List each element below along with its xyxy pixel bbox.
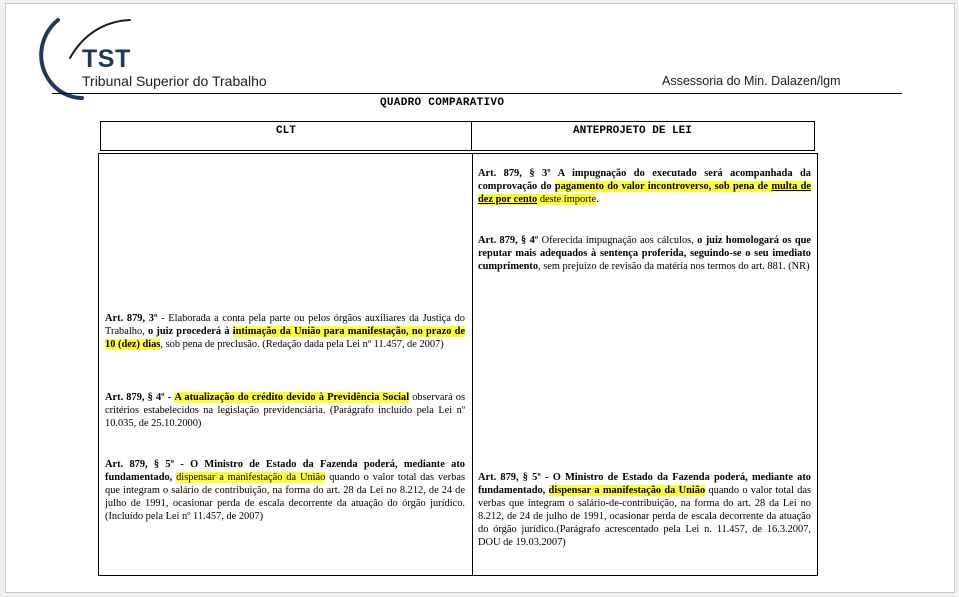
clt-paragraph-4: Art. 879, § 4º - A atualização do crédito devido à Previdência Social observará os critérios estabelecidos na legislação previdenciária. (Parágrafo incluído pela Lei nº 10.035, de 25.10.2000) — [105, 392, 465, 429]
header-divider — [471, 122, 472, 150]
body-divider — [472, 154, 473, 575]
article-ref: Art. 879, § 4º — [105, 392, 165, 403]
clt-paragraph-3: Art. 879, 3º - Elaborada a conta pela parte ou pelos órgãos auxiliares da Justiça do Trabalho, o juiz procederá à intimação da União para manifestação, no prazo de 10 (dez) dias, sob pena de preclusão. (Redação dada pela Lei nº 11.457, de 2007) — [105, 313, 466, 350]
anteprojeto-paragraph-3: Art. 879, § 3º A impugnação do executado será acompanhada da comprovação do pagamento do valor incontroverso, sob pena de multa de dez por cento deste importe. — [478, 168, 812, 205]
clt-paragraph-5: Art. 879, § 5º - O Ministro de Estado da Fazenda poderá, mediante ato fundamentado, dispensar a manifestação da União quando o valor total das verbas que integram o salário de contribuição, na forma do art. 28 da Lei no 8.212, de 24 de julho de 1991, ocasionar perda de escala decorrente da atuação do órgão jurídico. (Incluído pela Lei nº 11.457, de 2007) — [105, 459, 465, 522]
highlight-underlined: multa de dez por cento — [478, 181, 812, 205]
office-name: Assessoria do Min. Dalazen/lgm — [662, 74, 841, 88]
highlight: intimação da União para manifestação, no prazo de 10 (dez) dias — [105, 326, 466, 350]
institution-name: Tribunal Superior do Trabalho — [82, 73, 267, 89]
article-ref: Art. 879, 3º — [105, 313, 158, 324]
article-ref: Art. 879, § 3º — [478, 168, 551, 179]
anteprojeto-paragraph-4: Art. 879, § 4º Oferecida impugnação aos cálculos, o juiz homologará os que reputar mais adequados à sentença proferida, seguindo-se o seu imediato cumprimento, sem prejuízo de revisão da matéria nos termos do art. 881. (NR) — [478, 235, 811, 272]
column-header-anteprojeto: ANTEPROJETO DE LEI — [573, 125, 692, 137]
logo-text: TST — [82, 45, 131, 73]
table-header — [100, 121, 815, 151]
article-ref: Art. 879, § 5º — [105, 459, 175, 470]
article-ref: Art. 879, § 4º — [478, 235, 539, 246]
document-title: QUADRO COMPARATIVO — [380, 97, 505, 109]
header-rule — [52, 93, 902, 94]
highlight: dispensar a manifestação da União — [548, 485, 706, 496]
column-header-clt: CLT — [276, 125, 296, 137]
article-ref: Art. 879, § 5º — [478, 472, 541, 483]
highlight: A atualização do crédito devido à Previdência Social — [174, 392, 410, 403]
anteprojeto-paragraph-5: Art. 879, § 5º - O Ministro de Estado da Fazenda poderá, mediante ato fundamentado, dispensar a manifestação da União quando o valor total das verbas que integram o salário-de-contribuição, na forma do art. 28 da Lei no 8.212, de 24 de julho de 1991, ocasionar perda de escala decorrente da atuação do órgão jurídico.(Parágrafo acrescentado pela Lei n. 11.457, de 16.3.2007, DOU de 19.03.2007) — [478, 472, 811, 548]
highlight: pagamento do valor incontroverso, sob pena de — [554, 181, 772, 192]
highlight: deste importe — [537, 194, 597, 205]
highlight: dispensar a manifestação da União — [176, 472, 326, 483]
